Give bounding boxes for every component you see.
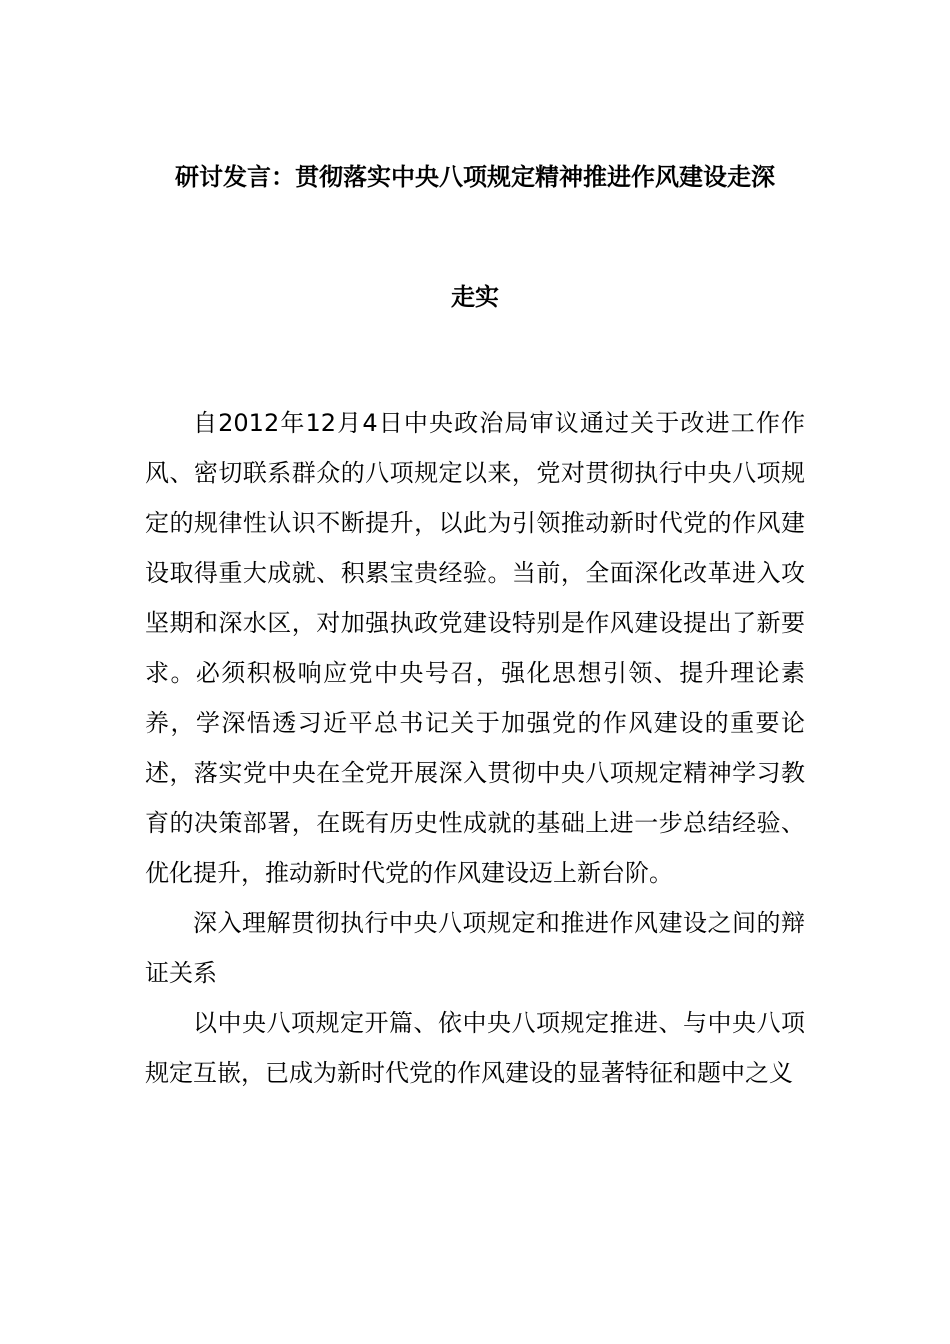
paragraph-intro: 自2012年12月4日中央政治局审议通过关于改进工作作风、密切联系群众的八项规定以来，党对贯彻执行中央八项规定的规律性认识不断提升，以此为引领推动新时代党的作风建设取得重大成就、积累宝贵经验。当前，全面深化改革进入攻坚期和深水区，对加强执政党建设特别是作风建设提出了新要求。必须积极响应党中央号召，强化思想引领、提升理论素养，学深悟透习近平总书记关于加强党的作风建设的重要论述，落实党中央在全党开展深入贯彻中央八项规定精神学习教育的决策部署，在既有历史性成就的基础上进一步总结经验、优化提升，推动新时代党的作风建设迈上新台阶。 (145, 409, 805, 887)
paragraph-heading-distinctive-feature: 以中央八项规定开篇、依中央八项规定推进、与中央八项规定互嵌，已成为新时代党的作风建设的显著特征和题中之义 (145, 1009, 805, 1087)
document-title-line-2: 走实 (451, 283, 499, 311)
document-body (145, 398, 805, 1098)
paragraph-heading-dialectical-relation: 深入理解贯彻执行中央八项规定和推进作风建设之间的辩证关系 (145, 909, 805, 987)
document-title-line-1: 研讨发言：贯彻落实中央八项规定精神推进作风建设走深 (175, 163, 775, 191)
